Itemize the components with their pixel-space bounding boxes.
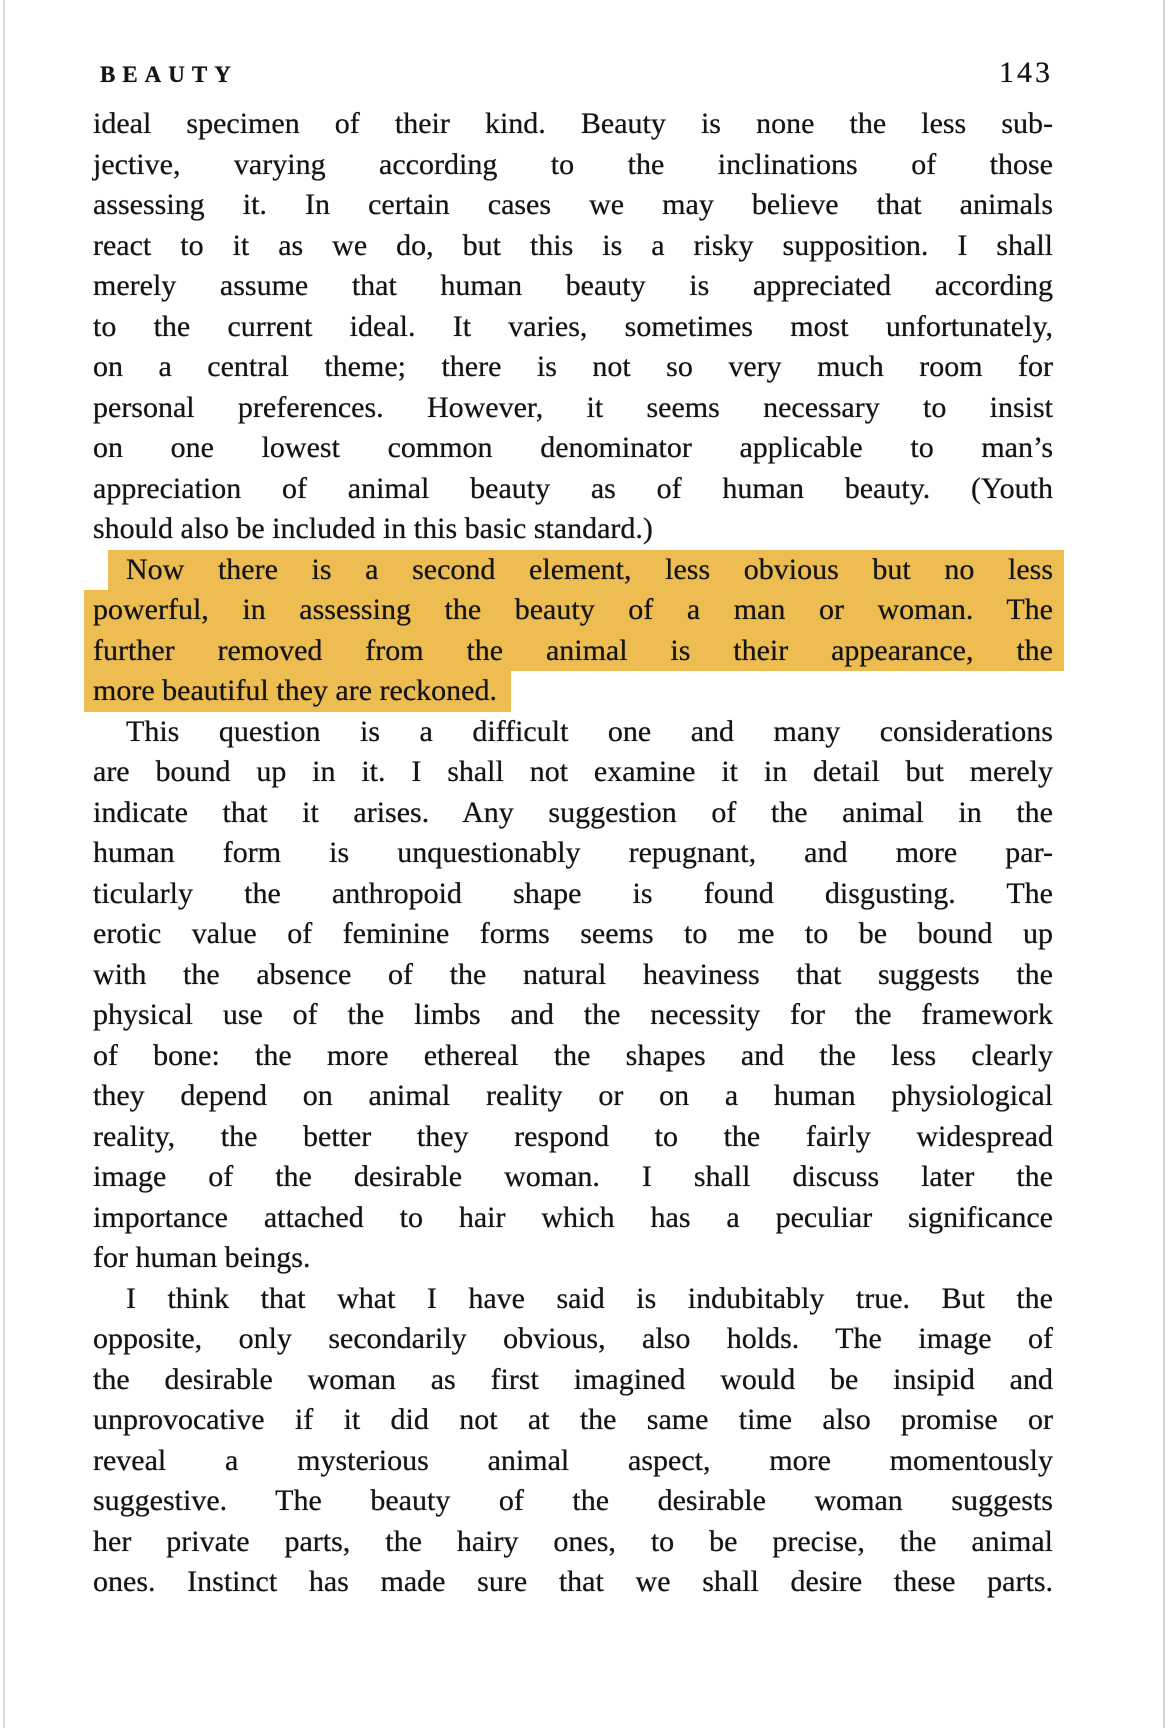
text-line: unprovocative if it did not at the same time also promise or [93, 1403, 1053, 1436]
text-line: they depend on animal reality or on a human physiological [93, 1079, 1053, 1112]
text-line: to the current ideal. It varies, sometimes most unfortunately, [93, 309, 1053, 343]
text-line [93, 671, 1053, 712]
text-line: physical use of the limbs and the necessity for the framework [93, 998, 1053, 1031]
text-line: with the absence of the natural heaviness that suggests the [93, 957, 1053, 991]
text-block [93, 104, 1053, 1603]
text-line: jective, varying according to the inclinations of those [93, 147, 1053, 181]
page-number: 143 [999, 56, 1053, 89]
page-header [0, 0, 1170, 90]
highlighted-text: more beautiful they are reckoned. [84, 671, 511, 712]
text-line: opposite, only secondarily obvious, also holds. The image of [93, 1322, 1053, 1355]
text-line: merely assume that human beauty is appreciated according [93, 269, 1053, 302]
text-line: her private parts, the hairy ones, to be precise, the animal [93, 1524, 1053, 1558]
text-line: the desirable woman as first imagined would be insipid and [93, 1362, 1053, 1396]
text-line: I think that what I have said is indubitably true. But the [126, 1281, 1053, 1315]
text-line: reality, the better they respond to the fairly widespread [93, 1119, 1053, 1153]
text-line: indicate that it arises. Any suggestion of the animal in the [93, 795, 1053, 829]
text-line: react to it as we do, but this is a risky supposition. I shall [93, 228, 1053, 262]
text-line: on one lowest common denominator applicable to man’s [93, 431, 1053, 464]
highlighted-text-line: further removed from the animal is their appearance, the [84, 631, 1064, 672]
text-line: should also be included in this basic standard.) [93, 512, 653, 545]
text-line: for human beings. [93, 1241, 311, 1274]
text-line: reveal a mysterious animal aspect, more momentously [93, 1443, 1053, 1477]
text-line: image of the desirable woman. I shall discuss later the [93, 1160, 1053, 1193]
scan-edge-right [1163, 0, 1165, 1728]
text-line: ideal specimen of their kind. Beauty is none the less sub- [93, 107, 1053, 140]
text-line: on a central theme; there is not so very much room for [93, 350, 1053, 383]
text-line: erotic value of feminine forms seems to me to be bound up [93, 917, 1053, 950]
highlighted-text-line: powerful, in assessing the beauty of a man or woman. The [84, 590, 1064, 631]
paragraph [93, 104, 1053, 550]
running-header: BEAUTY [100, 62, 238, 87]
text-line: suggestive. The beauty of the desirable woman suggests [93, 1484, 1053, 1517]
scan-edge-left [3, 0, 5, 1728]
text-line: human form is unquestionably repugnant, and more par- [93, 836, 1053, 869]
paragraph [93, 712, 1053, 1279]
paragraph [93, 550, 1053, 712]
text-line: personal preferences. However, it seems necessary to insist [93, 390, 1053, 424]
text-line: ones. Instinct has made sure that we shall desire these parts. [93, 1565, 1053, 1598]
text-line: are bound up in it. I shall not examine it in detail but merely [93, 755, 1053, 788]
text-line: assessing it. In certain cases we may believe that animals [93, 188, 1053, 221]
text-line: appreciation of animal beauty as of human beauty. (Youth [93, 471, 1053, 505]
text-line: importance attached to hair which has a peculiar significance [93, 1200, 1053, 1234]
text-line: This question is a difficult one and many considerations [126, 714, 1053, 748]
text-line: of bone: the more ethereal the shapes and the less clearly [93, 1038, 1053, 1072]
text-line: ticularly the anthropoid shape is found disgusting. The [93, 876, 1053, 910]
highlighted-text-line: Now there is a second element, less obvious but no less [108, 550, 1064, 591]
paragraph [93, 1279, 1053, 1603]
